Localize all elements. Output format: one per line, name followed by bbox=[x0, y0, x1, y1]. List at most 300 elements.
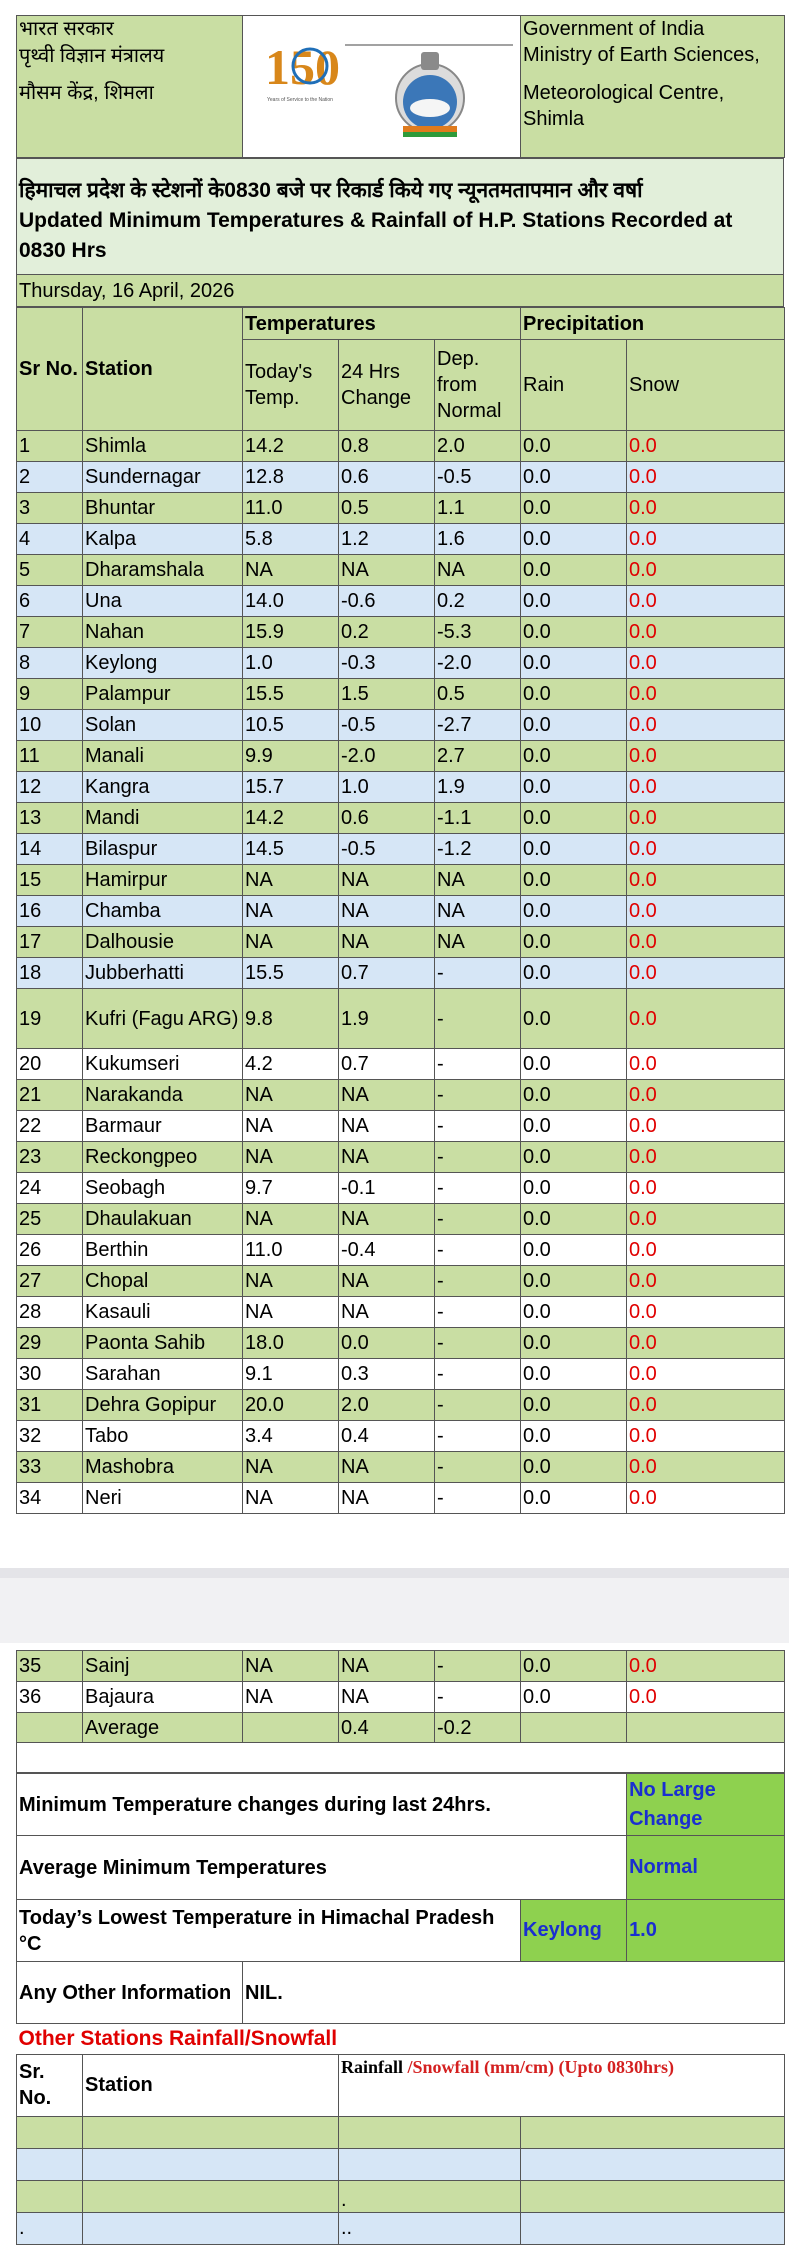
station-name: Keylong bbox=[83, 648, 243, 679]
report-date: Thursday, 16 April, 2026 bbox=[17, 275, 784, 307]
station-sr-no: 35 bbox=[17, 1651, 83, 1682]
station-sr-no: 7 bbox=[17, 617, 83, 648]
station-rows-continued bbox=[17, 1651, 785, 1713]
station-snow: 0.0 bbox=[627, 865, 785, 896]
station-todays-temp: NA bbox=[243, 1651, 339, 1682]
summary-min-change-value: No Large Change bbox=[627, 1774, 785, 1836]
station-rain: 0.0 bbox=[521, 772, 627, 803]
station-row bbox=[17, 989, 785, 1049]
station-24h-change: NA bbox=[339, 865, 435, 896]
imd-150-logo bbox=[265, 39, 340, 103]
station-todays-temp: 15.7 bbox=[243, 772, 339, 803]
station-row bbox=[17, 1452, 785, 1483]
station-rain: 0.0 bbox=[521, 1111, 627, 1142]
station-row bbox=[17, 710, 785, 741]
station-sr-no: 5 bbox=[17, 555, 83, 586]
station-todays-temp: 3.4 bbox=[243, 1421, 339, 1452]
station-name: Jubberhatti bbox=[83, 958, 243, 989]
station-todays-temp: 5.8 bbox=[243, 524, 339, 555]
station-sr-no: 19 bbox=[17, 989, 83, 1049]
station-snow: 0.0 bbox=[627, 1328, 785, 1359]
station-todays-temp: 12.8 bbox=[243, 462, 339, 493]
station-24h-change: NA bbox=[339, 1682, 435, 1713]
station-sr-no: 12 bbox=[17, 772, 83, 803]
station-24h-change: NA bbox=[339, 1204, 435, 1235]
station-row bbox=[17, 958, 785, 989]
station-sr-no: 21 bbox=[17, 1080, 83, 1111]
other-row bbox=[17, 2148, 785, 2180]
station-row bbox=[17, 1173, 785, 1204]
station-rain: 0.0 bbox=[521, 896, 627, 927]
station-snow: 0.0 bbox=[627, 648, 785, 679]
station-todays-temp: NA bbox=[243, 1483, 339, 1514]
station-name: Sundernagar bbox=[83, 462, 243, 493]
station-todays-temp: NA bbox=[243, 896, 339, 927]
snowfall-label: /Snowfall (mm/cm) (Upto 0830hrs) bbox=[407, 2056, 674, 2077]
station-snow: 0.0 bbox=[627, 1111, 785, 1142]
station-24h-change: NA bbox=[339, 1111, 435, 1142]
station-name: Neri bbox=[83, 1483, 243, 1514]
header-english-line: Ministry of Earth Sciences, bbox=[523, 44, 760, 66]
station-snow: 0.0 bbox=[627, 958, 785, 989]
station-name: Barmaur bbox=[83, 1111, 243, 1142]
station-todays-temp: 9.9 bbox=[243, 741, 339, 772]
station-dep-normal: 0.5 bbox=[435, 679, 521, 710]
station-row bbox=[17, 524, 785, 555]
other-row bbox=[17, 2180, 785, 2212]
station-snow: 0.0 bbox=[627, 1080, 785, 1111]
station-sr-no: 15 bbox=[17, 865, 83, 896]
station-sr-no: 1 bbox=[17, 431, 83, 462]
station-rain: 0.0 bbox=[521, 1421, 627, 1452]
station-24h-change: -2.0 bbox=[339, 741, 435, 772]
col-sr-no: Sr No. bbox=[17, 308, 83, 431]
station-24h-change: NA bbox=[339, 896, 435, 927]
station-dep-normal: - bbox=[435, 1080, 521, 1111]
other-row-dot: .. bbox=[339, 2212, 521, 2244]
station-todays-temp: 18.0 bbox=[243, 1328, 339, 1359]
station-todays-temp: 15.5 bbox=[243, 958, 339, 989]
station-sr-no: 9 bbox=[17, 679, 83, 710]
station-snow: 0.0 bbox=[627, 803, 785, 834]
imd-emblem-icon bbox=[396, 52, 464, 137]
station-row bbox=[17, 1328, 785, 1359]
station-24h-change: 1.2 bbox=[339, 524, 435, 555]
col-dep-normal: Dep. from Normal bbox=[435, 340, 521, 431]
station-sr-no: 6 bbox=[17, 586, 83, 617]
station-24h-change: 0.6 bbox=[339, 803, 435, 834]
station-dep-normal: - bbox=[435, 1421, 521, 1452]
station-rain: 0.0 bbox=[521, 524, 627, 555]
station-rain: 0.0 bbox=[521, 1173, 627, 1204]
station-snow: 0.0 bbox=[627, 431, 785, 462]
station-sr-no: 18 bbox=[17, 958, 83, 989]
header-english bbox=[521, 16, 785, 158]
station-snow: 0.0 bbox=[627, 1297, 785, 1328]
report-page-1 bbox=[16, 15, 784, 1514]
station-name: Dharamshala bbox=[83, 555, 243, 586]
station-row bbox=[17, 1080, 785, 1111]
station-sr-no: 34 bbox=[17, 1483, 83, 1514]
station-rain: 0.0 bbox=[521, 1049, 627, 1080]
station-todays-temp: NA bbox=[243, 1266, 339, 1297]
station-name: Manali bbox=[83, 741, 243, 772]
station-24h-change: NA bbox=[339, 1142, 435, 1173]
station-snow: 0.0 bbox=[627, 927, 785, 958]
station-24h-change: NA bbox=[339, 1483, 435, 1514]
station-24h-change: NA bbox=[339, 1297, 435, 1328]
station-rain: 0.0 bbox=[521, 1297, 627, 1328]
station-snow: 0.0 bbox=[627, 1049, 785, 1080]
station-sr-no: 14 bbox=[17, 834, 83, 865]
station-name: Sarahan bbox=[83, 1359, 243, 1390]
station-snow: 0.0 bbox=[627, 1204, 785, 1235]
station-snow: 0.0 bbox=[627, 741, 785, 772]
station-todays-temp: 10.5 bbox=[243, 710, 339, 741]
station-snow: 0.0 bbox=[627, 1235, 785, 1266]
summary-lowest-row bbox=[17, 1900, 785, 1962]
header-hindi-line: पृथ्वी विज्ञान मंत्रालय bbox=[19, 45, 165, 67]
station-sr-no: 27 bbox=[17, 1266, 83, 1297]
station-24h-change: 0.8 bbox=[339, 431, 435, 462]
col-24h-change: 24 Hrs Change bbox=[339, 340, 435, 431]
station-24h-change: 1.5 bbox=[339, 679, 435, 710]
temperature-table-continued bbox=[16, 1650, 785, 1773]
other-row-dot: . bbox=[17, 2212, 83, 2244]
station-rain: 0.0 bbox=[521, 493, 627, 524]
station-snow: 0.0 bbox=[627, 1173, 785, 1204]
summary-min-change-label: Minimum Temperature changes during last 24hrs. bbox=[17, 1774, 627, 1836]
title-english: Updated Minimum Temperatures & Rainfall of H.P. Stations Recorded at 0830 Hrs bbox=[19, 208, 733, 262]
station-row bbox=[17, 431, 785, 462]
station-24h-change: 0.5 bbox=[339, 493, 435, 524]
header-hindi-line: मौसम केंद्र, शिमला bbox=[19, 82, 154, 104]
station-dep-normal: - bbox=[435, 1173, 521, 1204]
station-rain: 0.0 bbox=[521, 1266, 627, 1297]
station-24h-change: -0.5 bbox=[339, 710, 435, 741]
station-dep-normal: - bbox=[435, 1049, 521, 1080]
station-name: Bhuntar bbox=[83, 493, 243, 524]
station-rain: 0.0 bbox=[521, 958, 627, 989]
station-dep-normal: - bbox=[435, 989, 521, 1049]
average-change: 0.4 bbox=[339, 1713, 435, 1743]
station-row bbox=[17, 586, 785, 617]
station-rain: 0.0 bbox=[521, 710, 627, 741]
other-col-sr-no: Sr. No. bbox=[17, 2054, 83, 2116]
station-snow: 0.0 bbox=[627, 524, 785, 555]
station-24h-change: 0.6 bbox=[339, 462, 435, 493]
station-dep-normal: - bbox=[435, 1682, 521, 1713]
station-name: Nahan bbox=[83, 617, 243, 648]
station-todays-temp: 20.0 bbox=[243, 1390, 339, 1421]
station-24h-change: -0.3 bbox=[339, 648, 435, 679]
station-sr-no: 20 bbox=[17, 1049, 83, 1080]
station-name: Dehra Gopipur bbox=[83, 1390, 243, 1421]
station-row bbox=[17, 927, 785, 958]
station-dep-normal: -2.0 bbox=[435, 648, 521, 679]
station-dep-normal: 2.0 bbox=[435, 431, 521, 462]
station-24h-change: -0.5 bbox=[339, 834, 435, 865]
station-rain: 0.0 bbox=[521, 741, 627, 772]
station-name: Mashobra bbox=[83, 1452, 243, 1483]
station-24h-change: 1.9 bbox=[339, 989, 435, 1049]
station-rain: 0.0 bbox=[521, 555, 627, 586]
station-sr-no: 32 bbox=[17, 1421, 83, 1452]
station-dep-normal: - bbox=[435, 1651, 521, 1682]
station-24h-change: 0.7 bbox=[339, 1049, 435, 1080]
station-snow: 0.0 bbox=[627, 1651, 785, 1682]
header-table bbox=[16, 15, 785, 158]
station-row bbox=[17, 555, 785, 586]
station-todays-temp: 9.7 bbox=[243, 1173, 339, 1204]
station-rain: 0.0 bbox=[521, 1142, 627, 1173]
station-24h-change: NA bbox=[339, 927, 435, 958]
station-snow: 0.0 bbox=[627, 555, 785, 586]
station-24h-change: 0.2 bbox=[339, 617, 435, 648]
station-dep-normal: - bbox=[435, 1142, 521, 1173]
station-todays-temp: NA bbox=[243, 555, 339, 586]
station-todays-temp: 11.0 bbox=[243, 493, 339, 524]
station-sr-no: 29 bbox=[17, 1328, 83, 1359]
station-name: Reckongpeo bbox=[83, 1142, 243, 1173]
col-rain: Rain bbox=[521, 340, 627, 431]
summary-min-change-row bbox=[17, 1774, 785, 1836]
header-english-line: Shimla bbox=[523, 108, 585, 130]
station-dep-normal: NA bbox=[435, 865, 521, 896]
header-english-line: Meteorological Centre, bbox=[523, 82, 725, 104]
station-row bbox=[17, 1142, 785, 1173]
header-english-line: Government of India bbox=[523, 18, 705, 40]
station-24h-change: 0.3 bbox=[339, 1359, 435, 1390]
station-snow: 0.0 bbox=[627, 617, 785, 648]
station-name: Sainj bbox=[83, 1651, 243, 1682]
station-name: Dhaulakuan bbox=[83, 1204, 243, 1235]
station-todays-temp: 1.0 bbox=[243, 648, 339, 679]
logo-150-text: 150 bbox=[265, 39, 340, 95]
summary-other-info-row bbox=[17, 1962, 785, 2024]
summary-lowest-station: Keylong bbox=[521, 1900, 627, 1962]
other-row-dot: . bbox=[339, 2180, 521, 2212]
summary-table bbox=[16, 1773, 785, 2054]
other-row bbox=[17, 2212, 785, 2244]
station-snow: 0.0 bbox=[627, 989, 785, 1049]
station-name: Kukumseri bbox=[83, 1049, 243, 1080]
col-group-precipitation: Precipitation bbox=[521, 308, 785, 340]
temperature-table bbox=[16, 307, 785, 1514]
summary-avg-min-label: Average Minimum Temperatures bbox=[17, 1836, 627, 1900]
summary-avg-min-row bbox=[17, 1836, 785, 1900]
station-sr-no: 13 bbox=[17, 803, 83, 834]
station-name: Narakanda bbox=[83, 1080, 243, 1111]
station-row bbox=[17, 1390, 785, 1421]
station-sr-no: 30 bbox=[17, 1359, 83, 1390]
station-snow: 0.0 bbox=[627, 462, 785, 493]
station-rows bbox=[17, 431, 785, 1514]
station-row bbox=[17, 896, 785, 927]
station-row bbox=[17, 1682, 785, 1713]
station-sr-no: 8 bbox=[17, 648, 83, 679]
station-sr-no: 31 bbox=[17, 1390, 83, 1421]
col-todays-temp: Today's Temp. bbox=[243, 340, 339, 431]
station-row bbox=[17, 1235, 785, 1266]
station-snow: 0.0 bbox=[627, 710, 785, 741]
station-todays-temp: 14.2 bbox=[243, 803, 339, 834]
station-snow: 0.0 bbox=[627, 1452, 785, 1483]
station-name: Chopal bbox=[83, 1266, 243, 1297]
station-todays-temp: NA bbox=[243, 1452, 339, 1483]
station-todays-temp: 9.8 bbox=[243, 989, 339, 1049]
station-todays-temp: 15.5 bbox=[243, 679, 339, 710]
station-row bbox=[17, 865, 785, 896]
station-rain: 0.0 bbox=[521, 989, 627, 1049]
col-snow: Snow bbox=[627, 340, 785, 431]
page-break bbox=[0, 1568, 789, 1643]
station-name: Tabo bbox=[83, 1421, 243, 1452]
station-24h-change: NA bbox=[339, 1651, 435, 1682]
station-24h-change: NA bbox=[339, 1080, 435, 1111]
station-sr-no: 3 bbox=[17, 493, 83, 524]
station-name: Kufri (Fagu ARG) bbox=[83, 989, 243, 1049]
station-name: Hamirpur bbox=[83, 865, 243, 896]
station-snow: 0.0 bbox=[627, 896, 785, 927]
station-dep-normal: NA bbox=[435, 555, 521, 586]
station-name: Una bbox=[83, 586, 243, 617]
station-dep-normal: - bbox=[435, 1452, 521, 1483]
station-row bbox=[17, 1204, 785, 1235]
station-dep-normal: 0.2 bbox=[435, 586, 521, 617]
station-snow: 0.0 bbox=[627, 1421, 785, 1452]
station-24h-change: NA bbox=[339, 555, 435, 586]
station-row bbox=[17, 648, 785, 679]
col-station: Station bbox=[83, 308, 243, 431]
col-group-temperatures: Temperatures bbox=[243, 308, 521, 340]
station-dep-normal: - bbox=[435, 1266, 521, 1297]
report-page-2 bbox=[16, 1650, 784, 2245]
header-hindi-line: भारत सरकार bbox=[19, 18, 114, 40]
station-dep-normal: 1.1 bbox=[435, 493, 521, 524]
station-todays-temp: NA bbox=[243, 927, 339, 958]
station-24h-change: 1.0 bbox=[339, 772, 435, 803]
station-todays-temp: NA bbox=[243, 1682, 339, 1713]
station-dep-normal: - bbox=[435, 1328, 521, 1359]
station-dep-normal: - bbox=[435, 1235, 521, 1266]
summary-other-info-label: Any Other Information bbox=[17, 1962, 243, 2024]
station-row bbox=[17, 1483, 785, 1514]
station-rain: 0.0 bbox=[521, 1328, 627, 1359]
station-dep-normal: - bbox=[435, 1297, 521, 1328]
station-24h-change: 0.4 bbox=[339, 1421, 435, 1452]
station-rain: 0.0 bbox=[521, 865, 627, 896]
station-row bbox=[17, 741, 785, 772]
station-24h-change: -0.6 bbox=[339, 586, 435, 617]
summary-other-info-value: NIL. bbox=[243, 1962, 785, 2024]
station-name: Mandi bbox=[83, 803, 243, 834]
station-dep-normal: 1.6 bbox=[435, 524, 521, 555]
other-col-rainfall bbox=[339, 2054, 785, 2116]
station-sr-no: 10 bbox=[17, 710, 83, 741]
station-snow: 0.0 bbox=[627, 586, 785, 617]
average-label: Average bbox=[83, 1713, 243, 1743]
logo-row bbox=[245, 16, 515, 151]
station-24h-change: NA bbox=[339, 1266, 435, 1297]
title-table bbox=[16, 158, 784, 307]
station-name: Seobagh bbox=[83, 1173, 243, 1204]
station-sr-no: 4 bbox=[17, 524, 83, 555]
station-row bbox=[17, 1651, 785, 1682]
station-dep-normal: 1.9 bbox=[435, 772, 521, 803]
average-dep: -0.2 bbox=[435, 1713, 521, 1743]
station-row bbox=[17, 493, 785, 524]
station-row bbox=[17, 1111, 785, 1142]
station-dep-normal: - bbox=[435, 1204, 521, 1235]
summary-avg-min-value: Normal bbox=[627, 1836, 785, 1900]
station-name: Berthin bbox=[83, 1235, 243, 1266]
header-hindi bbox=[17, 16, 243, 158]
other-row bbox=[17, 2116, 785, 2148]
station-rain: 0.0 bbox=[521, 1483, 627, 1514]
station-snow: 0.0 bbox=[627, 493, 785, 524]
station-snow: 0.0 bbox=[627, 834, 785, 865]
station-sr-no: 25 bbox=[17, 1204, 83, 1235]
station-name: Paonta Sahib bbox=[83, 1328, 243, 1359]
station-todays-temp: 15.9 bbox=[243, 617, 339, 648]
station-todays-temp: NA bbox=[243, 865, 339, 896]
station-todays-temp: 14.0 bbox=[243, 586, 339, 617]
station-name: Kangra bbox=[83, 772, 243, 803]
station-todays-temp: 9.1 bbox=[243, 1359, 339, 1390]
station-todays-temp: 14.5 bbox=[243, 834, 339, 865]
station-row bbox=[17, 803, 785, 834]
station-rain: 0.0 bbox=[521, 1682, 627, 1713]
station-todays-temp: 14.2 bbox=[243, 431, 339, 462]
station-row bbox=[17, 617, 785, 648]
station-name: Palampur bbox=[83, 679, 243, 710]
station-row bbox=[17, 679, 785, 710]
station-sr-no: 36 bbox=[17, 1682, 83, 1713]
station-rain: 0.0 bbox=[521, 648, 627, 679]
station-name: Dalhousie bbox=[83, 927, 243, 958]
station-sr-no: 16 bbox=[17, 896, 83, 927]
title-hindi: हिमाचल प्रदेश के स्टेशनों के0830 बजे पर रिकार्ड किये गए न्यूनतमतापमान और वर्षा bbox=[19, 178, 643, 202]
station-dep-normal: 2.7 bbox=[435, 741, 521, 772]
station-rain: 0.0 bbox=[521, 431, 627, 462]
station-dep-normal: NA bbox=[435, 927, 521, 958]
station-24h-change: -0.1 bbox=[339, 1173, 435, 1204]
station-sr-no: 23 bbox=[17, 1142, 83, 1173]
station-snow: 0.0 bbox=[627, 1682, 785, 1713]
station-24h-change: 0.7 bbox=[339, 958, 435, 989]
station-row bbox=[17, 1421, 785, 1452]
station-todays-temp: NA bbox=[243, 1080, 339, 1111]
station-dep-normal: -1.2 bbox=[435, 834, 521, 865]
station-sr-no: 26 bbox=[17, 1235, 83, 1266]
logo-150-caption: Years of Service to the Nation bbox=[267, 97, 333, 103]
station-24h-change: -0.4 bbox=[339, 1235, 435, 1266]
station-name: Kasauli bbox=[83, 1297, 243, 1328]
station-sr-no: 24 bbox=[17, 1173, 83, 1204]
station-name: Bajaura bbox=[83, 1682, 243, 1713]
station-24h-change: 2.0 bbox=[339, 1390, 435, 1421]
station-todays-temp: NA bbox=[243, 1297, 339, 1328]
station-24h-change: 0.0 bbox=[339, 1328, 435, 1359]
station-name: Kalpa bbox=[83, 524, 243, 555]
other-stations-table bbox=[16, 2054, 785, 2245]
header-logos bbox=[243, 16, 521, 158]
station-rain: 0.0 bbox=[521, 834, 627, 865]
station-dep-normal: - bbox=[435, 1483, 521, 1514]
station-row bbox=[17, 1049, 785, 1080]
station-rain: 0.0 bbox=[521, 1359, 627, 1390]
